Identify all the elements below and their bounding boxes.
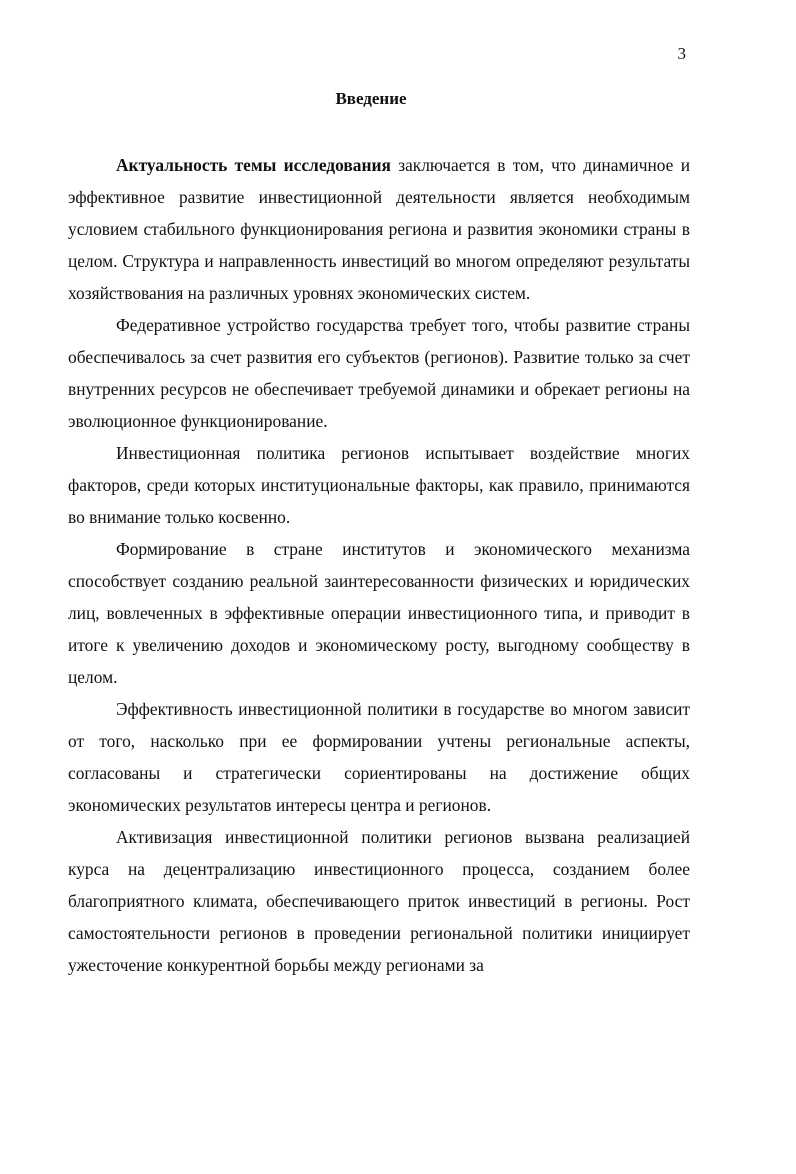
paragraph-investment-policy: Инвестиционная политика регионов испытывает воздействие многих факторов, среди которых институциональные факторы, как правило, принимаются во внимание только косвенно. — [68, 443, 690, 527]
paragraph-activation: Активизация инвестиционной политики регионов вызвана реализацией курса на децентрализацию инвестиционного процесса, созданием более благоприятного климата, обеспечивающего приток инвестиций в регионы. Рост самостоятельности регионов в проведении региональной политики инициирует ужесточение конкурентной борьбы между регионами за — [68, 827, 690, 975]
paragraph-federal-structure: Федеративное устройство государства требует того, чтобы развитие страны обеспечивалось за счет развития его субъектов (регионов). Развитие только за счет внутренних ресурсов не обеспечивает требуемой динамики и обрекает регионы на эволюционное функционирование. — [68, 315, 690, 431]
paragraph-efficiency: Эффективность инвестиционной политики в государстве во многом зависит от того, насколько при ее формировании учтены региональные аспекты, согласованы и стратегически сориентированы на достижение общих экономических результатов интересы центра и регионов. — [68, 699, 690, 815]
paragraph-institutions: Формирование в стране институтов и экономического механизма способствует созданию реальной заинтересованности физических и юридических лиц, вовлеченных в эффективные операции инвестиционного типа, и приводит в итоге к увеличению доходов и экономическому росту, выгодному сообществу в целом. — [68, 539, 690, 687]
page-number: 3 — [677, 44, 686, 63]
document-body — [68, 149, 690, 981]
paragraph-relevance — [68, 149, 690, 309]
section-title: Введение — [335, 89, 407, 108]
paragraph-text: заключается в том, что динамичное и эффективное развитие инвестиционной деятельности является необходимым условием стабильного функционирования региона и развития экономики страны в целом. Структура и направленность инвестиций во многом определяют результаты хозяйствования на различных уровнях экономических систем. — [68, 155, 691, 303]
paragraph-lead: Актуальность темы исследования — [116, 155, 391, 175]
